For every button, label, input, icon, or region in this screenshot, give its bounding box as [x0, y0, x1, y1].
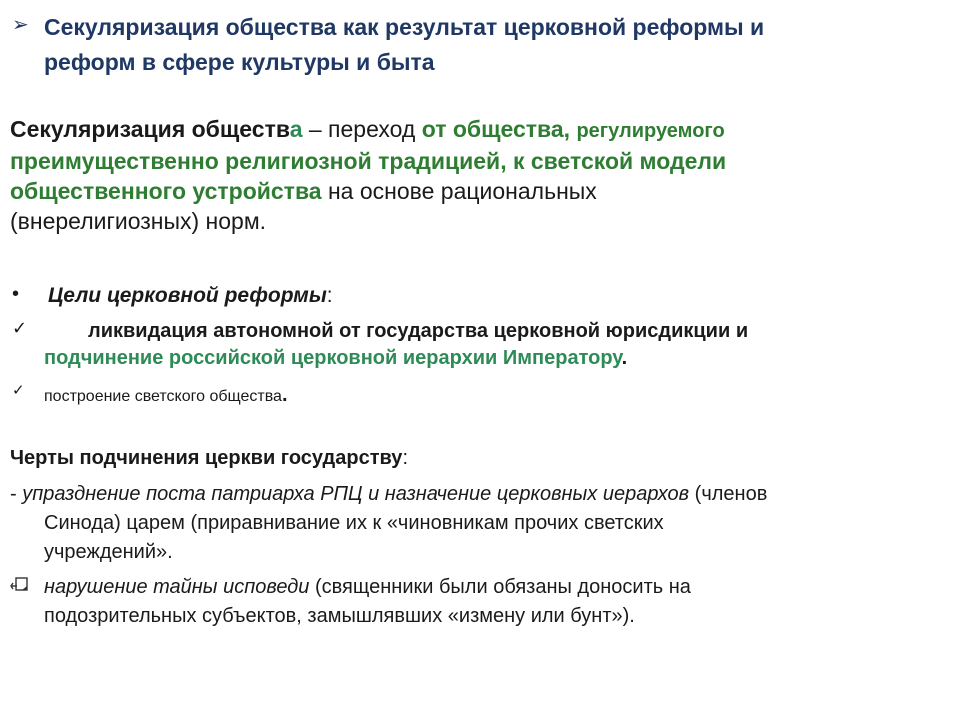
feature-item-2 — [44, 573, 944, 631]
feature-item-2-line-2: подозрительных субъектов, замышлявших «измену или бунт»). — [44, 605, 635, 627]
note-bullet-icon — [10, 577, 32, 595]
checkmark-icon: ✓ — [12, 318, 28, 338]
feature-item-1-rest: (членов — [689, 483, 768, 505]
title-line-2: реформ в сфере культуры и быта — [44, 49, 435, 75]
features-heading — [10, 447, 408, 470]
definition-paragraph — [10, 114, 910, 236]
goal-item-1-end: . — [621, 347, 628, 369]
title-bullet-icon: ➢ — [12, 14, 29, 36]
feature-item-1-italic: упразднение поста патриарха РПЦ и назначение церковных иерархов — [22, 483, 690, 505]
goals-bullet-icon: • — [12, 283, 20, 305]
title-line-1: Секуляризация общества как результат церковной реформы и — [44, 14, 765, 40]
feature-item-2-italic: нарушение тайны исповеди — [44, 576, 310, 598]
goal-item-1-green: подчинение российской церковной иерархии Императору — [44, 347, 622, 369]
feature-item-1-dash: - — [10, 483, 23, 505]
goal-item-2-text: построение светского общества — [44, 388, 282, 405]
definition-line-3-green: общественного устройства — [10, 178, 322, 204]
goal-item-1-line-1: ликвидация автономной от государства церковной юрисдикции и — [88, 320, 749, 342]
goal-item-1-line-2 — [44, 347, 627, 370]
definition-green-1: от общества, — [421, 116, 577, 142]
definition-green-small: регулируемого — [576, 120, 725, 142]
definition-dash: – переход — [302, 116, 422, 142]
checkmark-icon: ✓ — [12, 382, 25, 399]
goals-heading-text: Цели церковной реформы — [48, 284, 327, 307]
goals-heading — [48, 284, 333, 308]
feature-item-1-line-2: Синода) царем (приравнивание их к «чиновникам прочих светских — [44, 512, 664, 534]
feature-item-1-line-3: учреждений». — [44, 541, 173, 563]
features-heading-colon: : — [402, 447, 408, 469]
goals-heading-colon: : — [326, 284, 333, 307]
feature-item-2-rest: (священники были обязаны доносить на — [309, 576, 691, 598]
page-title — [44, 10, 944, 80]
definition-line-3-rest: на основе рациональных — [321, 178, 597, 204]
definition-term: Секуляризация обществ — [10, 116, 290, 142]
definition-term-end: а — [289, 116, 303, 142]
definition-line-2: преимущественно религиозной традицией, к светской модели — [10, 148, 727, 174]
feature-item-1 — [10, 480, 930, 567]
features-heading-text: Черты подчинения церкви государству — [10, 447, 403, 469]
goal-item-2 — [44, 384, 288, 407]
goal-item-2-end: . — [281, 384, 288, 406]
definition-line-4: (внерелигиозных) норм. — [10, 208, 267, 234]
